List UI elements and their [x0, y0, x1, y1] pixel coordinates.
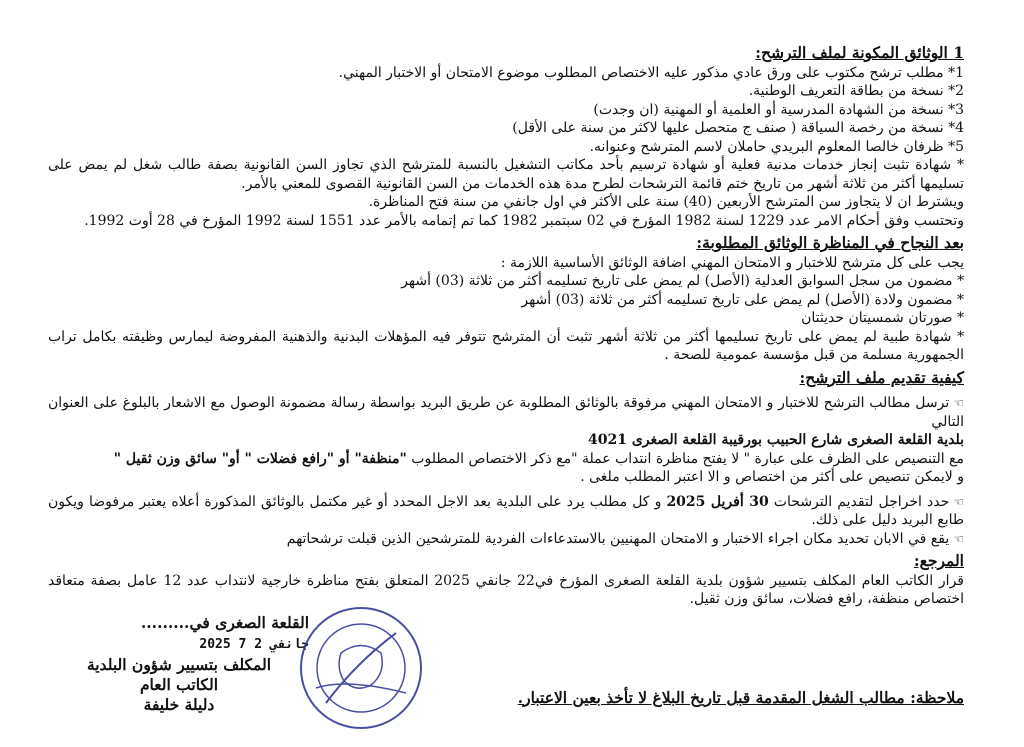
section3-paragraph-5: ☜يقع في الابان تحديد مكان اجراء الاختبار و الامتحان المهنيين بالاستدعاءات الفردية للمترشحين الذين قبلت ترشحاتهم — [286, 530, 964, 547]
section4-title: المرجع: — [913, 551, 964, 570]
pointer-icon: ☜ — [953, 396, 964, 410]
signature-line-2: الكاتب العام — [139, 674, 219, 694]
official-stamp-icon — [286, 593, 436, 743]
section3-paragraph-3: و لايمكن تنصيص على أكثر من اختصاص و الا اعتبر المطلب ملغى . — [580, 469, 964, 485]
signature-place-date: القلعة الصغرى في......... 2025 جانفي 2 7 — [49, 613, 309, 655]
section1-item-8: وتحتسب وفق أحكام الامر عدد 1229 لسنة 1982 المؤرخ في 02 سبتمبر 1982 كما تم إتمامه بالأمر عدد 1551 لسنة 1992 المؤرخ في 28 أوت 1992. — [84, 212, 964, 229]
section3-paragraph-2: مع التنصيص على الظرف على عبارة " لا يفتح مناظرة انتداب عملة "مع ذكر الاختصاص المطلوب "منظفة" أو "رافع فضلات " أو" سائق وزن ثقيل " — [113, 450, 964, 467]
section1-item-3: 3* نسخة من الشهادة المدرسية أو العلمية أو المهنية (ان وجدت) — [593, 101, 964, 118]
section4-paragraph: قرار الكاتب العام المكلف بتسيير شؤون بلدية القلعة الصغرى المؤرخ في22 جانفي 2025 المتعلق بفتح مناظرة خارجية لانتداب عدد 12 عامل بصفة متعاقد اختصاص منظفة، رافع فضلات، سائق وزن ثقيل. — [48, 572, 964, 607]
section2-item-4: * شهادة طبية لم يمض على تاريخ تسليمها أكثر من ثلاثة أشهر تثبت أن المترشح تتوفر فيه المؤهلات البدنية والذهنية المفروضة ليمارس وظيفته بكامل تراب الجمهورية مسلمة من قبل مؤسسة عمومية للصحة . — [48, 328, 964, 363]
handwritten-date: 2025 جانفي 2 7 — [199, 636, 309, 652]
section2-title: بعد النجاح في المناظرة الوثائق المطلوبة: — [696, 233, 964, 252]
section3-title: كيفية تقديم ملف الترشح: — [799, 367, 964, 387]
pointer-icon: ☜ — [953, 494, 965, 509]
section2-item-3: * صورتان شمسيتان حديثتان — [801, 310, 964, 326]
section3-paragraph-1: ☜ترسل مطالب الترشح للاختبار و الامتحان المهني مرفوقة بالوثائق المطلوبة عن طريق البريد بواسطة رسالة مضمونة الوصول مع الاشعار بالبلوغ على العنوان التالي — [48, 395, 964, 430]
section1-item-5: 5* ظرفان خالصا المعلوم البريدي حاملان لاسم المترشح وعنوانه. — [589, 138, 964, 155]
signature-line-3: دليلة خليفة — [143, 694, 215, 714]
section1-item-1: 1* مطلب ترشح مكتوب على ورق عادي مذكور عليه الاختصاص المطلوب موضوع الامتحان أو الاختبار المهني. — [338, 64, 964, 81]
section3-paragraph-4: ☜حدد اخراجل لتقديم الترشحات 30 أفريل 2025 و كل مطلب يرد على البلدية بعد الاجل المحدد أو غير مكتمل بالوثائق المذكورة أعلاه يعتبر مرفوضا ويكون طابع البريد دليل على ذلك. — [48, 493, 965, 528]
section2-item-2: * مضمون ولادة (الأصل) لم يمض على تاريخ تسليمه أكثر من ثلاثة (03) أشهر — [521, 291, 964, 308]
signature-line-1: المكلف بتسيير شؤون البلدية — [86, 654, 272, 674]
section1-item-6: * شهادة تثبت إنجاز خدمات مدنية فعلية أو شهادة ترسيم بأحد مكاتب التشغيل بالنسبة للمترشح الذي تجاوز السن القانونية بصفة طالب شغل لم يمض على تسليمها أكثر من ثلاثة أشهر من تاريخ ختم قائمة الترشحات لطرح مدة هذه الخدمات من السن القانونية القصوى للمعني بالأمر. — [48, 157, 964, 192]
section2-intro: يجب على كل مترشح للاختبار و الامتحان المهني اضافة الوثائق الأساسية اللازمة : — [500, 254, 964, 271]
section1-title: 1 الوثائق المكونة لملف الترشح: — [755, 43, 964, 62]
section1-item-7: ويشترط ان لا يتجاوز سن المترشح الأربعين (40) سنة على الأكثر في اول جانفي من سنة فتح المناظرة. — [368, 194, 964, 210]
signature-area — [48, 613, 964, 733]
section2-item-1: * مضمون من سجل السوابق العدلية (الأصل) لم يمض على تاريخ تسليمه أكثر من ثلاثة (03) أشهر — [401, 273, 964, 289]
pointer-icon: ☜ — [953, 531, 964, 546]
section3-address: بلدية القلعة الصغرى شارع الحبيب بورقيبة القلعة الصغرى 4021 — [587, 432, 964, 448]
section1-item-2: 2* نسخة من بطاقة التعريف الوطنية. — [748, 83, 964, 99]
section1-item-4: 4* نسخة من رخصة السياقة ( صنف ج متحصل عليها لاكثر من سنة على الأقل) — [512, 120, 964, 136]
note: ملاحظة: مطالب الشغل المقدمة قبل تاريخ البلاغ لا تأخذ بعين الاعتبار. — [517, 687, 964, 707]
